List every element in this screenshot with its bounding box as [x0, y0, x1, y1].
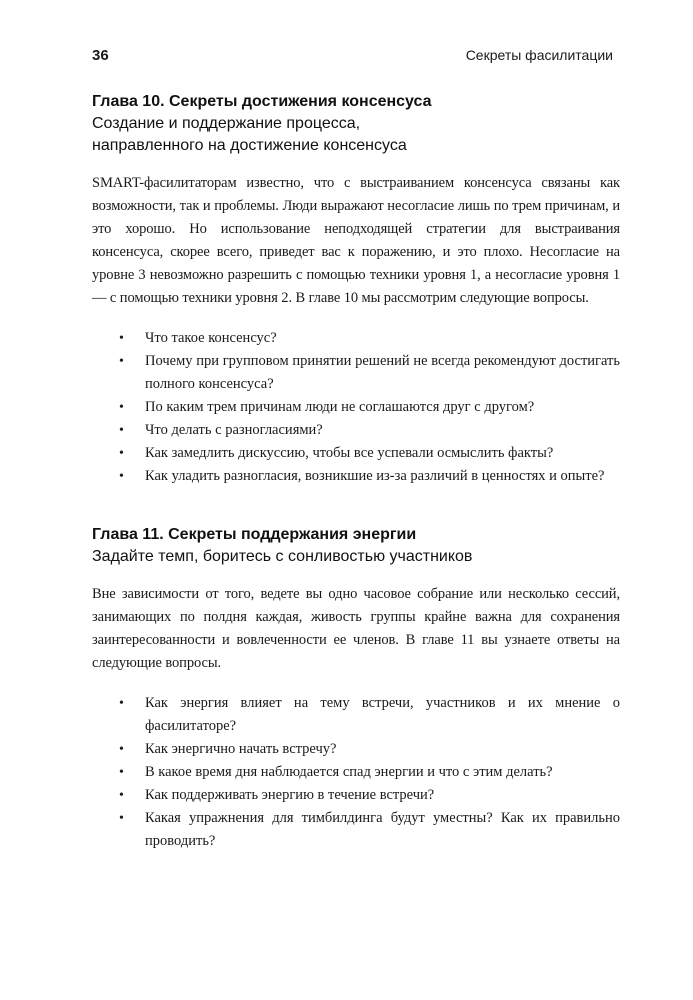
chapter-11-title: Глава 11. Секреты поддержания энергии	[92, 526, 417, 543]
chapter-10-subtitle-line-1: Создание и поддержание процесса,	[92, 115, 361, 132]
chapter-10-paragraph: SMART-фасилитаторам известно, что с выстраиванием консенсуса связаны как возможности, так и проблемы. Люди выражают несогласие лишь по трем причинам, и это хорошо. Но использование неподходящей стратегии для выстраивания консенсуса, скорее всего, приведет вас к поражению, и это плохо. Несогласие на уровне 3 невозможно разрешить с помощью техники уровня 1, а несогласие уровня 1 — с помощью техники уровня 2. В главе 10 мы рассмотрим следующие вопросы.	[92, 175, 620, 306]
chapter-11-bullet-list	[92, 692, 620, 853]
list-item	[92, 738, 620, 761]
chapter-10-bullet-list	[92, 327, 620, 488]
list-item-text: Какая упражнения для тимбилдинга будут уместны? Как их правильно проводить?	[145, 810, 620, 849]
chapter-11-paragraph: Вне зависимости от того, ведете вы одно часовое собрание или несколько сессий, занимающих по полдня каждая, живость группы крайне важна для сохранения заинтересованности и вовлеченности ее членов. В главе 11 вы узнаете ответы на следующие вопросы.	[92, 586, 620, 671]
bullet-icon: •	[119, 423, 124, 438]
chapter-10-section	[92, 91, 620, 488]
bullet-icon: •	[119, 788, 124, 803]
list-item	[92, 419, 620, 442]
chapter-10-subtitle-line-2: направленного на достижение консенсуса	[92, 137, 407, 154]
list-item	[92, 465, 620, 488]
chapter-11-section	[92, 524, 620, 853]
bullet-icon: •	[119, 696, 124, 711]
list-item-text: Как уладить разногласия, возникшие из-за различий в ценностях и опыте?	[145, 468, 605, 484]
list-item-text: Что делать с разногласиями?	[145, 422, 323, 438]
list-item	[92, 784, 620, 807]
list-item	[92, 327, 620, 350]
page-number: 36	[92, 47, 109, 64]
list-item-text: Как замедлить дискуссию, чтобы все успевали осмыслить факты?	[145, 445, 554, 461]
bullet-icon: •	[119, 765, 124, 780]
bullet-icon: •	[119, 469, 124, 484]
list-item-text: Что такое консенсус?	[145, 330, 277, 346]
list-item-text: Почему при групповом принятии решений не всегда рекомендуют достигать полного консенсуса?	[145, 353, 620, 392]
page-header	[92, 47, 613, 67]
list-item	[92, 807, 620, 853]
bullet-icon: •	[119, 446, 124, 461]
bullet-icon: •	[119, 400, 124, 415]
chapter-10-title: Глава 10. Секреты достижения консенсуса	[92, 93, 432, 110]
list-item	[92, 350, 620, 396]
list-item-text: Как поддерживать энергию в течение встречи?	[145, 787, 435, 803]
bullet-icon: •	[119, 811, 124, 826]
bullet-icon: •	[119, 331, 124, 346]
list-item-text: В какое время дня наблюдается спад энергии и что с этим делать?	[145, 764, 553, 780]
list-item	[92, 761, 620, 784]
list-item	[92, 396, 620, 419]
list-item	[92, 692, 620, 738]
list-item-text: По каким трем причинам люди не соглашаются друг с другом?	[145, 399, 535, 415]
bullet-icon: •	[119, 742, 124, 757]
bullet-icon: •	[119, 354, 124, 369]
list-item-text: Как энергия влияет на тему встречи, участников и их мнение о фасилитаторе?	[145, 695, 620, 734]
list-item-text: Как энергично начать встречу?	[145, 741, 337, 757]
chapter-11-subtitle: Задайте темп, боритесь с сонливостью участников	[92, 548, 473, 565]
list-item	[92, 442, 620, 465]
running-title: Секреты фасилитации	[465, 47, 613, 63]
